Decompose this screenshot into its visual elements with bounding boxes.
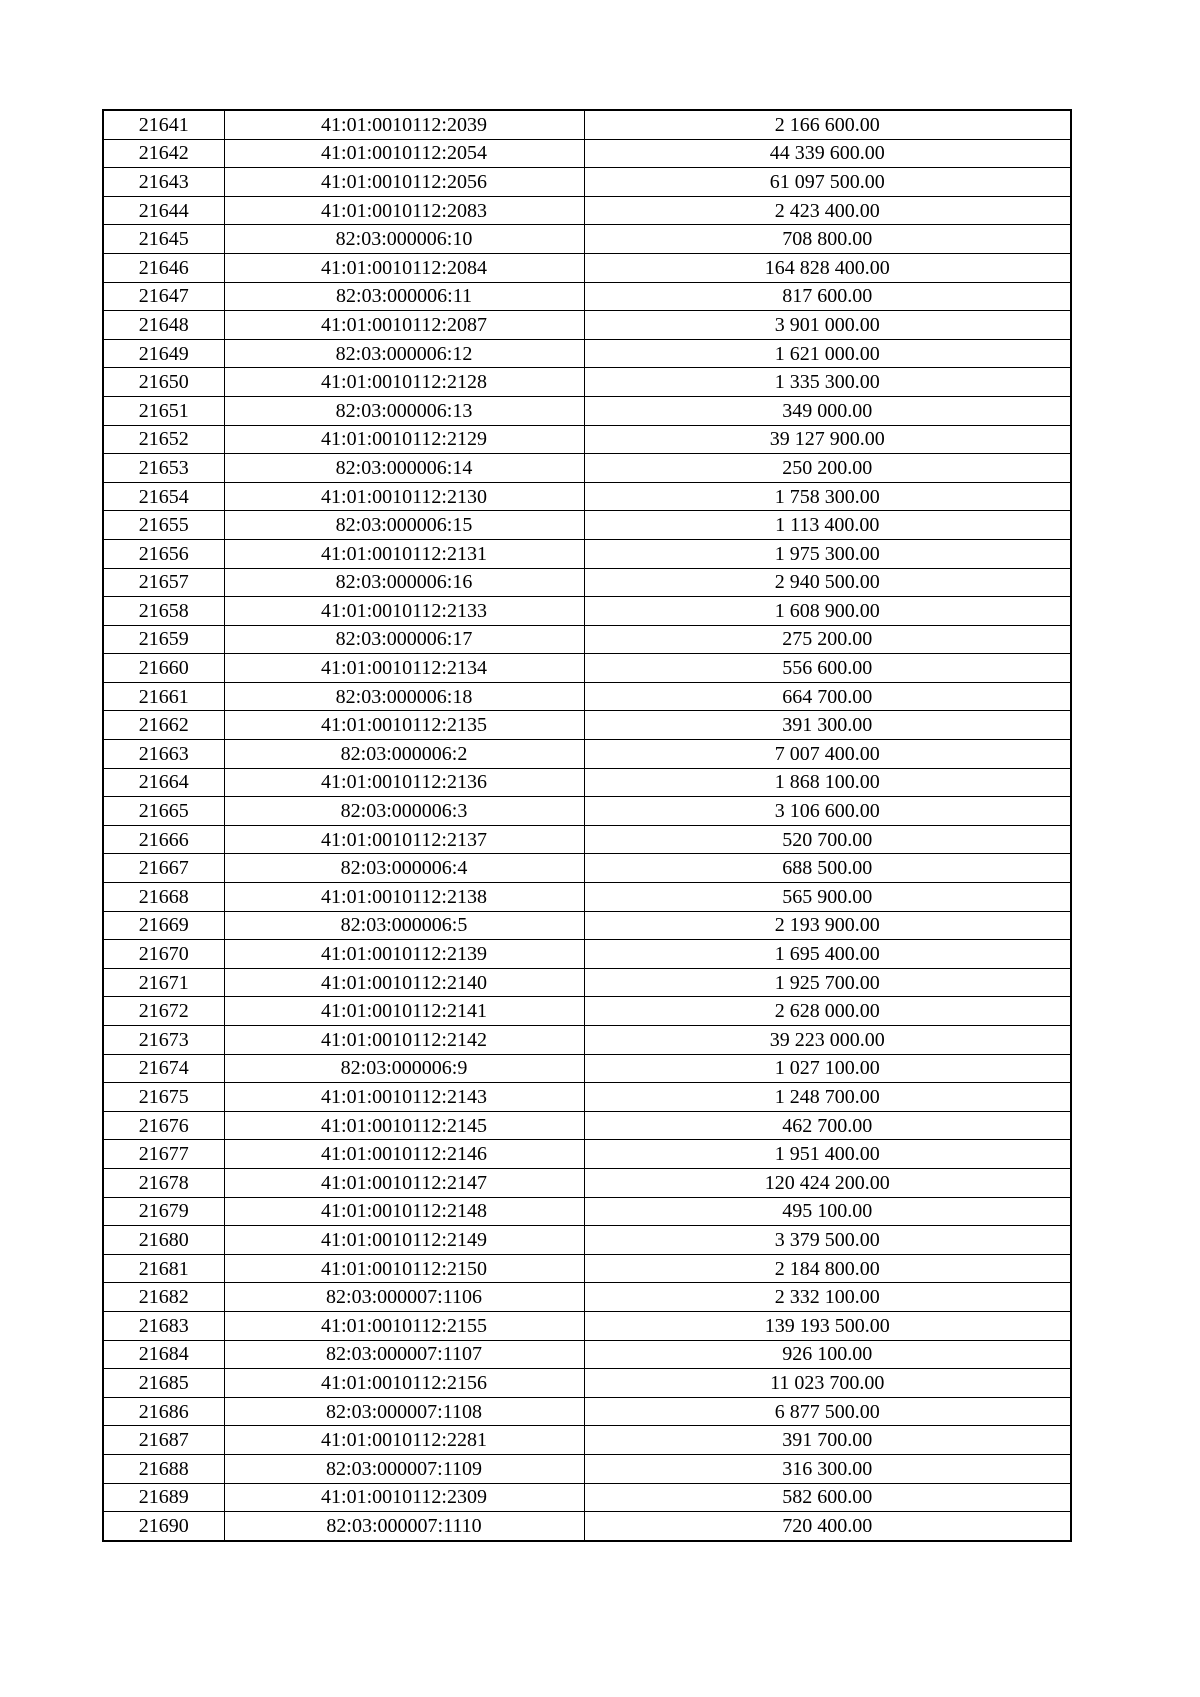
cadastral-number-cell: 41:01:0010112:2135	[224, 711, 584, 740]
cadastral-number-cell: 41:01:0010112:2281	[224, 1426, 584, 1455]
table-row	[103, 911, 1071, 940]
cadastral-number-cell: 41:01:0010112:2133	[224, 597, 584, 626]
cadastral-number-cell: 41:01:0010112:2145	[224, 1111, 584, 1140]
cadastral-number-cell: 41:01:0010112:2309	[224, 1483, 584, 1512]
row-number-cell: 21690	[103, 1512, 224, 1541]
cadastral-value-cell: 1 027 100.00	[584, 1054, 1071, 1083]
table-row	[103, 883, 1071, 912]
cadastral-number-cell: 82:03:000007:1110	[224, 1512, 584, 1541]
row-number-cell: 21642	[103, 139, 224, 168]
row-number-cell: 21675	[103, 1083, 224, 1112]
cadastral-value-cell: 250 200.00	[584, 454, 1071, 483]
cadastral-value-cell: 2 332 100.00	[584, 1283, 1071, 1312]
row-number-cell: 21653	[103, 454, 224, 483]
cadastral-value-table	[102, 109, 1072, 1542]
cadastral-number-cell: 41:01:0010112:2134	[224, 654, 584, 683]
table-row	[103, 1340, 1071, 1369]
cadastral-value-cell: 1 951 400.00	[584, 1140, 1071, 1169]
row-number-cell: 21689	[103, 1483, 224, 1512]
cadastral-number-cell: 41:01:0010112:2150	[224, 1254, 584, 1283]
cadastral-number-cell: 41:01:0010112:2147	[224, 1168, 584, 1197]
table-row	[103, 196, 1071, 225]
cadastral-value-cell: 3 379 500.00	[584, 1226, 1071, 1255]
cadastral-number-cell: 41:01:0010112:2137	[224, 825, 584, 854]
table-row	[103, 225, 1071, 254]
cadastral-number-cell: 41:01:0010112:2143	[224, 1083, 584, 1112]
cadastral-number-cell: 41:01:0010112:2130	[224, 482, 584, 511]
row-number-cell: 21647	[103, 282, 224, 311]
cadastral-value-cell: 817 600.00	[584, 282, 1071, 311]
cadastral-value-cell: 2 940 500.00	[584, 568, 1071, 597]
cadastral-value-cell: 3 901 000.00	[584, 311, 1071, 340]
table-row	[103, 682, 1071, 711]
cadastral-value-cell: 391 300.00	[584, 711, 1071, 740]
cadastral-value-cell: 1 758 300.00	[584, 482, 1071, 511]
cadastral-value-cell: 1 975 300.00	[584, 539, 1071, 568]
table-row	[103, 597, 1071, 626]
cadastral-number-cell: 41:01:0010112:2149	[224, 1226, 584, 1255]
cadastral-number-cell: 82:03:000006:2	[224, 740, 584, 769]
cadastral-number-cell: 82:03:000006:14	[224, 454, 584, 483]
row-number-cell: 21650	[103, 368, 224, 397]
table-row	[103, 654, 1071, 683]
table-row	[103, 1454, 1071, 1483]
cadastral-value-cell: 2 184 800.00	[584, 1254, 1071, 1283]
cadastral-number-cell: 82:03:000007:1107	[224, 1340, 584, 1369]
cadastral-value-cell: 39 127 900.00	[584, 425, 1071, 454]
row-number-cell: 21656	[103, 539, 224, 568]
table-row	[103, 711, 1071, 740]
table-row	[103, 1283, 1071, 1312]
row-number-cell: 21663	[103, 740, 224, 769]
row-number-cell: 21646	[103, 253, 224, 282]
cadastral-value-cell: 1 248 700.00	[584, 1083, 1071, 1112]
table-row	[103, 625, 1071, 654]
cadastral-number-cell: 41:01:0010112:2039	[224, 110, 584, 139]
cadastral-number-cell: 41:01:0010112:2148	[224, 1197, 584, 1226]
row-number-cell: 21661	[103, 682, 224, 711]
table-row	[103, 1111, 1071, 1140]
table-row	[103, 1254, 1071, 1283]
table-row	[103, 940, 1071, 969]
row-number-cell: 21667	[103, 854, 224, 883]
cadastral-value-cell: 139 193 500.00	[584, 1311, 1071, 1340]
row-number-cell: 21658	[103, 597, 224, 626]
cadastral-value-cell: 926 100.00	[584, 1340, 1071, 1369]
row-number-cell: 21665	[103, 797, 224, 826]
cadastral-value-cell: 2 166 600.00	[584, 110, 1071, 139]
row-number-cell: 21644	[103, 196, 224, 225]
cadastral-value-cell: 11 023 700.00	[584, 1369, 1071, 1398]
cadastral-number-cell: 82:03:000006:10	[224, 225, 584, 254]
row-number-cell: 21676	[103, 1111, 224, 1140]
cadastral-value-cell: 688 500.00	[584, 854, 1071, 883]
cadastral-number-cell: 82:03:000006:9	[224, 1054, 584, 1083]
row-number-cell: 21684	[103, 1340, 224, 1369]
table-row	[103, 825, 1071, 854]
cadastral-number-cell: 82:03:000006:4	[224, 854, 584, 883]
table-row	[103, 368, 1071, 397]
row-number-cell: 21681	[103, 1254, 224, 1283]
cadastral-value-cell: 2 423 400.00	[584, 196, 1071, 225]
table-row	[103, 511, 1071, 540]
row-number-cell: 21643	[103, 168, 224, 197]
table-row	[103, 539, 1071, 568]
cadastral-number-cell: 82:03:000006:17	[224, 625, 584, 654]
cadastral-number-cell: 41:01:0010112:2087	[224, 311, 584, 340]
table-row	[103, 1483, 1071, 1512]
cadastral-number-cell: 41:01:0010112:2138	[224, 883, 584, 912]
cadastral-value-cell: 39 223 000.00	[584, 1026, 1071, 1055]
cadastral-number-cell: 41:01:0010112:2128	[224, 368, 584, 397]
table-row	[103, 1426, 1071, 1455]
row-number-cell: 21672	[103, 997, 224, 1026]
cadastral-value-cell: 2 628 000.00	[584, 997, 1071, 1026]
cadastral-value-cell: 275 200.00	[584, 625, 1071, 654]
cadastral-number-cell: 41:01:0010112:2084	[224, 253, 584, 282]
cadastral-number-cell: 82:03:000006:13	[224, 396, 584, 425]
table-row	[103, 1512, 1071, 1541]
cadastral-number-cell: 82:03:000007:1108	[224, 1397, 584, 1426]
cadastral-value-cell: 708 800.00	[584, 225, 1071, 254]
cadastral-value-cell: 7 007 400.00	[584, 740, 1071, 769]
cadastral-value-cell: 120 424 200.00	[584, 1168, 1071, 1197]
cadastral-number-cell: 41:01:0010112:2083	[224, 196, 584, 225]
table-row	[103, 997, 1071, 1026]
cadastral-value-cell: 316 300.00	[584, 1454, 1071, 1483]
cadastral-value-cell: 1 925 700.00	[584, 968, 1071, 997]
cadastral-number-cell: 41:01:0010112:2139	[224, 940, 584, 969]
table-row	[103, 339, 1071, 368]
table-row	[103, 1397, 1071, 1426]
table-row	[103, 282, 1071, 311]
cadastral-number-cell: 41:01:0010112:2155	[224, 1311, 584, 1340]
table-row	[103, 168, 1071, 197]
table-row	[103, 253, 1071, 282]
table-row	[103, 454, 1071, 483]
table-row	[103, 1168, 1071, 1197]
row-number-cell: 21660	[103, 654, 224, 683]
table-row	[103, 854, 1071, 883]
row-number-cell: 21671	[103, 968, 224, 997]
table-row	[103, 396, 1071, 425]
row-number-cell: 21685	[103, 1369, 224, 1398]
cadastral-value-cell: 391 700.00	[584, 1426, 1071, 1455]
cadastral-number-cell: 82:03:000006:16	[224, 568, 584, 597]
cadastral-value-cell: 582 600.00	[584, 1483, 1071, 1512]
row-number-cell: 21669	[103, 911, 224, 940]
cadastral-number-cell: 41:01:0010112:2056	[224, 168, 584, 197]
table-row	[103, 311, 1071, 340]
cadastral-value-cell: 462 700.00	[584, 1111, 1071, 1140]
cadastral-value-cell: 565 900.00	[584, 883, 1071, 912]
row-number-cell: 21664	[103, 768, 224, 797]
cadastral-number-cell: 82:03:000006:3	[224, 797, 584, 826]
cadastral-value-cell: 1 113 400.00	[584, 511, 1071, 540]
table-row	[103, 1197, 1071, 1226]
cadastral-value-cell: 61 097 500.00	[584, 168, 1071, 197]
row-number-cell: 21679	[103, 1197, 224, 1226]
row-number-cell: 21682	[103, 1283, 224, 1312]
row-number-cell: 21668	[103, 883, 224, 912]
row-number-cell: 21673	[103, 1026, 224, 1055]
cadastral-number-cell: 41:01:0010112:2156	[224, 1369, 584, 1398]
cadastral-value-cell: 164 828 400.00	[584, 253, 1071, 282]
row-number-cell: 21662	[103, 711, 224, 740]
table-row	[103, 1226, 1071, 1255]
row-number-cell: 21687	[103, 1426, 224, 1455]
table-row	[103, 1083, 1071, 1112]
cadastral-value-cell: 1 868 100.00	[584, 768, 1071, 797]
cadastral-value-cell: 1 335 300.00	[584, 368, 1071, 397]
table-row	[103, 1369, 1071, 1398]
row-number-cell: 21686	[103, 1397, 224, 1426]
row-number-cell: 21688	[103, 1454, 224, 1483]
cadastral-value-cell: 1 621 000.00	[584, 339, 1071, 368]
table-row	[103, 1026, 1071, 1055]
cadastral-number-cell: 41:01:0010112:2140	[224, 968, 584, 997]
row-number-cell: 21649	[103, 339, 224, 368]
cadastral-number-cell: 82:03:000006:12	[224, 339, 584, 368]
cadastral-value-cell: 664 700.00	[584, 682, 1071, 711]
table-row	[103, 110, 1071, 139]
row-number-cell: 21680	[103, 1226, 224, 1255]
row-number-cell: 21651	[103, 396, 224, 425]
table-row	[103, 139, 1071, 168]
cadastral-value-cell: 6 877 500.00	[584, 1397, 1071, 1426]
cadastral-value-cell: 556 600.00	[584, 654, 1071, 683]
table-row	[103, 1311, 1071, 1340]
table-row	[103, 797, 1071, 826]
table-row	[103, 768, 1071, 797]
table-row	[103, 425, 1071, 454]
table-row	[103, 968, 1071, 997]
cadastral-value-cell: 1 695 400.00	[584, 940, 1071, 969]
row-number-cell: 21657	[103, 568, 224, 597]
cadastral-number-cell: 41:01:0010112:2129	[224, 425, 584, 454]
row-number-cell: 21670	[103, 940, 224, 969]
cadastral-value-cell: 3 106 600.00	[584, 797, 1071, 826]
cadastral-number-cell: 41:01:0010112:2141	[224, 997, 584, 1026]
cadastral-number-cell: 82:03:000006:11	[224, 282, 584, 311]
row-number-cell: 21677	[103, 1140, 224, 1169]
row-number-cell: 21641	[103, 110, 224, 139]
table-row	[103, 568, 1071, 597]
cadastral-value-cell: 2 193 900.00	[584, 911, 1071, 940]
table-row	[103, 1140, 1071, 1169]
cadastral-value-cell: 44 339 600.00	[584, 139, 1071, 168]
table-row	[103, 1054, 1071, 1083]
table-row	[103, 482, 1071, 511]
cadastral-number-cell: 41:01:0010112:2142	[224, 1026, 584, 1055]
row-number-cell: 21654	[103, 482, 224, 511]
row-number-cell: 21674	[103, 1054, 224, 1083]
cadastral-number-cell: 82:03:000006:18	[224, 682, 584, 711]
row-number-cell: 21678	[103, 1168, 224, 1197]
cadastral-number-cell: 41:01:0010112:2136	[224, 768, 584, 797]
row-number-cell: 21652	[103, 425, 224, 454]
table-body	[103, 110, 1071, 1541]
cadastral-number-cell: 82:03:000006:5	[224, 911, 584, 940]
row-number-cell: 21655	[103, 511, 224, 540]
cadastral-number-cell: 82:03:000007:1109	[224, 1454, 584, 1483]
row-number-cell: 21683	[103, 1311, 224, 1340]
cadastral-value-cell: 495 100.00	[584, 1197, 1071, 1226]
cadastral-value-cell: 520 700.00	[584, 825, 1071, 854]
row-number-cell: 21645	[103, 225, 224, 254]
cadastral-value-cell: 720 400.00	[584, 1512, 1071, 1541]
cadastral-number-cell: 82:03:000006:15	[224, 511, 584, 540]
cadastral-number-cell: 41:01:0010112:2131	[224, 539, 584, 568]
cadastral-number-cell: 41:01:0010112:2054	[224, 139, 584, 168]
cadastral-number-cell: 41:01:0010112:2146	[224, 1140, 584, 1169]
cadastral-number-cell: 82:03:000007:1106	[224, 1283, 584, 1312]
table-row	[103, 740, 1071, 769]
cadastral-value-cell: 1 608 900.00	[584, 597, 1071, 626]
cadastral-value-cell: 349 000.00	[584, 396, 1071, 425]
row-number-cell: 21659	[103, 625, 224, 654]
row-number-cell: 21648	[103, 311, 224, 340]
row-number-cell: 21666	[103, 825, 224, 854]
